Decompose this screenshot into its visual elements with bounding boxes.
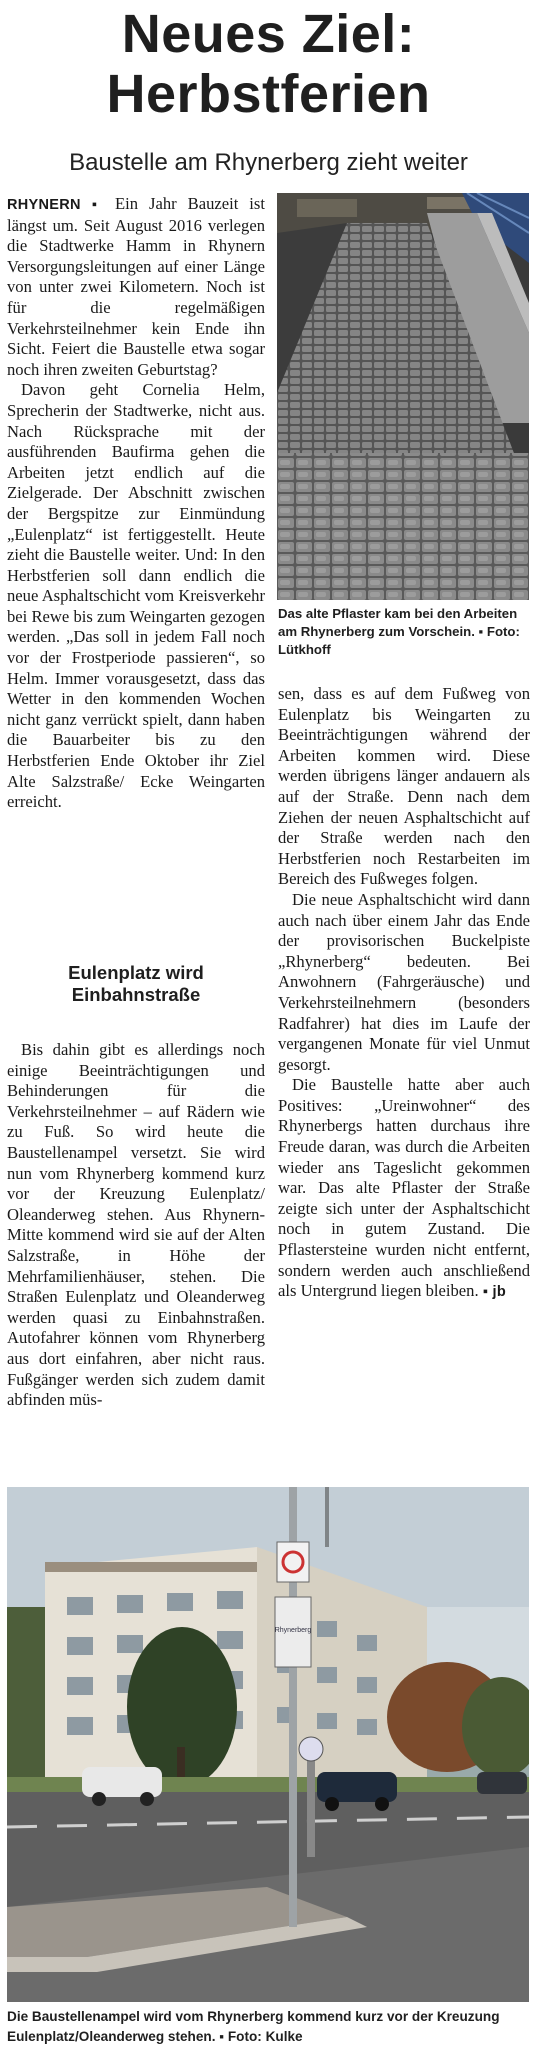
headline-line-1: Neues Ziel:: [121, 4, 416, 64]
paragraph-2: Davon geht Cornelia Helm, Sprecherin der Stadtwerke, nicht aus. Nach Rücksprache mit der ausführenden Baufirma gehen die Arbeiten jetzt endlich auf die Zielgerade. Der Abschnitt zwischen der Bergspitze zur Einmündung „Eulenplatz“ ist fertiggestellt. Heute zieht die Baustelle weiter. Und: In den Herbstferien soll dann endlich die neue Asphaltschicht vom Kreisverkehr bei Rewe bis zum Weingarten gezogen werden. „Das soll in jedem Fall noch vor der Frostperiode passieren“, so Helm. Immer vorausgesetzt, dass das Wetter in den kommenden Wochen nicht ganz verrückt spielt, dann haben die Bauarbeiter bis zu den Herbstferien Ende Oktober ihr Ziel Alte Salzstraße/ Ecke Weingarten erreicht.: [7, 380, 265, 812]
subheading-line-1: Eulenplatz wird: [68, 962, 204, 983]
intro-paragraph: [7, 194, 265, 380]
paragraph-4: Die neue Asphaltschicht wird dann auch nach über einem Jahr das Ende der provisorischen Buckelpiste „Rhynerberg“ bedeuten. Bei Anwohnern (Fahrgeräusche) und Verkehrsteilnehmern (besonders Radfahrer) hat dies im Laufe der vergangenen Monate für viel Unmut gesorgt.: [278, 889, 530, 1074]
article-column-left-lower: [7, 1040, 265, 1411]
headline-line-2: Herbstferien: [106, 64, 431, 124]
intro-paragraph-text: Ein Jahr Bauzeit ist längst um. Seit August 2016 verlegen die Stadtwerke Hamm in Rhynern Versorgungsleitungen auf einer Länge von unter zwei Kilometern. Noch ist für die regelmäßigen Verkehrsteilnehmer kein Ende ihn Sicht. Feiert die Baustelle etwa sogar noch ihren zweiten Geburtstag?: [7, 194, 265, 379]
paragraph-3: Bis dahin gibt es allerdings noch einige Beeinträchtigungen und Behinderungen für die Verkehrsteilnehmer – auf Rädern wie zu Fuß. So wird heute die Baustellenampel versetzt. Sie wird nun vom Rhynerberg kommend kurz vor der Kreuzung Eulenplatz/ Oleanderweg stehen. Aus Rhynern-Mitte kommend wird sie auf der Alten Salzstraße, in Höhe der Mehrfamilienhäuser, stehen. Die Straßen Eulenplatz und Oleanderweg werden quasi zu Einbahnstraßen. Autofahrer können vom Rhynerberg aus dort einfahren, aber nicht raus. Fußgänger werden sich zudem damit abfinden müs-: [7, 1040, 265, 1410]
author-marker: ▪ jb: [482, 1284, 507, 1301]
caption-photo-1: Das alte Pflaster kam bei den Arbeiten am Rhynerberg zum Vorschein. ▪ Foto: Lütkhoff: [278, 606, 520, 657]
sign-label: Rhynerberg: [274, 1627, 312, 1634]
caption-photo-2: Die Baustellenampel wird vom Rhynerberg kommend kurz vor der Kreuzung Eulenplatz/Oleanderweg stehen. ▪ Foto: Kulke: [7, 2009, 500, 2044]
headline: [0, 4, 537, 124]
article-column-left-upper: [7, 194, 265, 813]
dateline: RHYNERN: [7, 197, 81, 213]
subheading-line-2: Einbahnstraße: [71, 984, 201, 1005]
subheadline: Baustelle am Rhynerberg zieht weiter: [69, 149, 468, 176]
paragraph-5: [278, 1075, 530, 1303]
dateline-separator: ▪: [91, 197, 105, 213]
article-column-right: [278, 684, 530, 1303]
paragraph-3-continued: sen, dass es auf dem Fußweg von Eulenplatz bis Weingarten zu Beeinträchtigungen während der Arbeiten kommen wird. Diese werden übrigens länger andauern als auf der Straße. Denn nach dem Ziehen der neuen Asphaltschicht auf der Straße werden nach den Herbstferien noch Restarbeiten im Bereich des Fußweges folgen.: [278, 684, 530, 889]
section-subheading: [7, 962, 265, 1006]
photo-street-intersection: [7, 1487, 529, 2002]
photo-cobblestone-road: [277, 193, 529, 600]
paragraph-5-text: Die Baustelle hatte aber auch Positives: „Ureinwohner“ des Rhynerbergs hatten durchaus ihre Freude daran, was durch die Arbeiten wieder ans Tageslicht gekommen war. Das alte Pflaster der Straße zeigte sich unter der Asphaltschicht noch in gutem Zustand. Die Pflastersteine wurden nicht entfernt, sondern werden auch anschließend als Untergrund liegen bleiben.: [278, 1075, 530, 1301]
